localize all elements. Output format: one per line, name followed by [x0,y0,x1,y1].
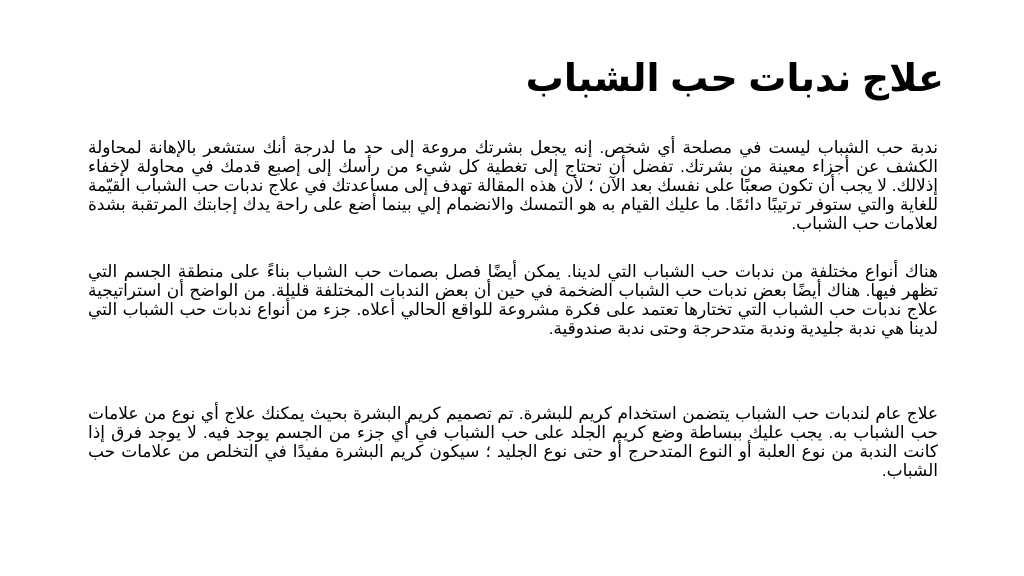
paragraph-scar-introduction: ندبة حب الشباب ليست في مصلحة أي شخص. إنه يجعل بشرتك مروعة إلى حد ما لدرجة أنك ستشعر بالإهانة لمحاولة الكشف عن أجزاء معينة من بشرتك. تفضل أن تحتاج إلى تغطية كل شيء من رأسك إلى إصبع قدمك في محاولة لإخفاء إذلالك. لا يجب أن تكون صعبًا على نفسك بعد الآن ؛ لأن هذه المقالة تهدف إلى مساعدتك في علاج ندبات حب الشباب القيّمة للغاية والتي ستوفر ترتيبًا دائمًا. ما عليك القيام به هو التمسك والانضمام إلي بينما أضع على راحة يدك إجابتك المرتقبة بشدة لعلامات حب الشباب. [88,138,938,233]
paragraph-skin-cream-treatment: علاج عام لندبات حب الشباب يتضمن استخدام كريم للبشرة. تم تصميم كريم البشرة بحيث يمكنك علاج أي نوع من علامات حب الشباب به. يجب عليك ببساطة وضع كريم الجلد على حب الشباب في أي جزء من الجسم يوجد فيه. لا يوجد فرق إذا كانت الندبة من نوع العلبة أو النوع المتدحرج أو حتى نوع الجليد ؛ سيكون كريم البشرة مفيدًا في التخلص من علامات حب الشباب. [88,404,939,480]
paragraph-scar-types: هناك أنواع مختلفة من ندبات حب الشباب التي لدينا. يمكن أيضًا فصل بصمات حب الشباب بناءً على منطقة الجسم التي تظهر فيها. هناك أيضًا بعض ندبات حب الشباب الضخمة في حين أن بعض الندبات المختلفة قليلة. من الواضح أن استراتيجية علاج ندبات حب الشباب التي تختارها تعتمد على فكرة مشروعة للواقع الحالي أعلاه. جزء من أنواع ندبات حب الشباب التي لدينا هي ندبة جليدية وندبة متدحرجة وحتى ندبة صندوقية. [88,262,938,338]
slide-title: علاج ندبات حب الشباب [525,58,944,100]
